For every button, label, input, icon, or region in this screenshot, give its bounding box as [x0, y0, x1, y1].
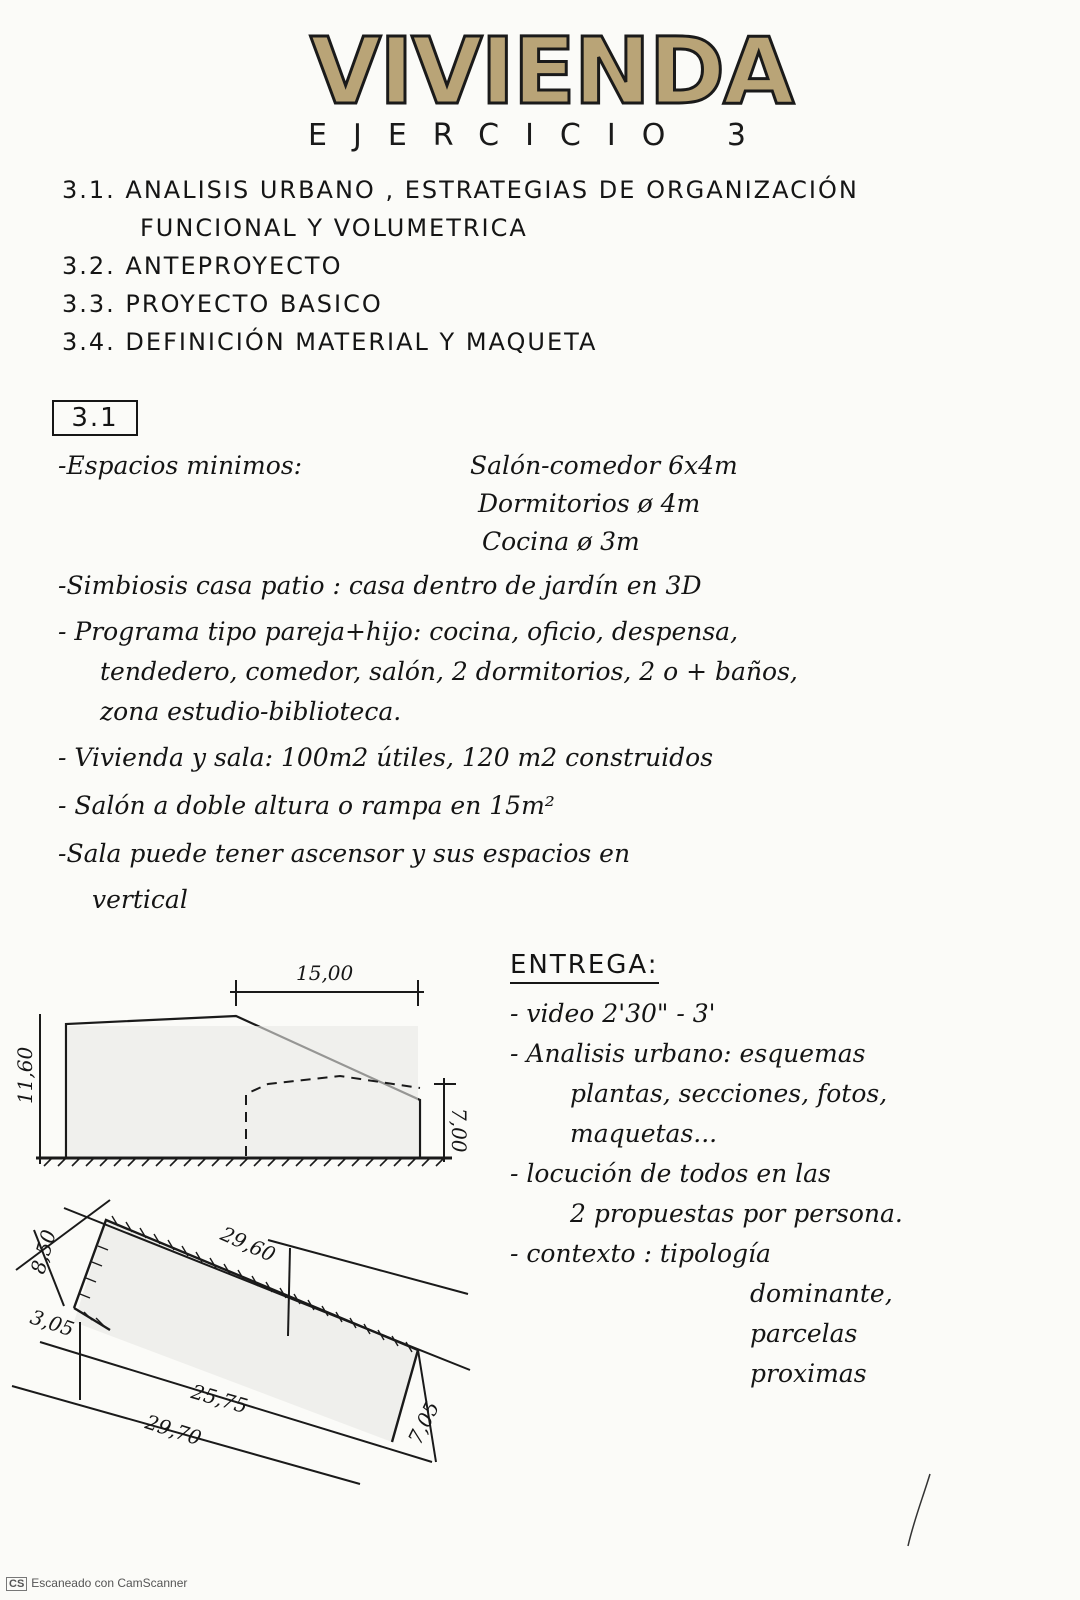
note-programa: zona estudio-biblioteca.: [100, 697, 402, 726]
dim-plan-inner: 25,75: [188, 1379, 251, 1419]
dim-plan-corner: 3,05: [27, 1304, 78, 1342]
note-espacios-item: Dormitorios ø 4m: [478, 489, 701, 518]
scanner-label: Escaneado con CamScanner: [31, 1576, 188, 1590]
dim-plan-top: 29,60: [217, 1221, 280, 1267]
note-sala: -Sala puede tener ascensor y sus espacios en: [58, 839, 631, 868]
exercise-index: [62, 172, 1022, 362]
entrega-title: ENTREGA:: [510, 950, 659, 984]
note-espacios-label: -Espacios minimos:: [58, 451, 303, 480]
pencil-mark: [900, 1470, 940, 1550]
toc-item: FUNCIONAL Y VOLUMETRICA: [140, 214, 528, 242]
entrega-item: parcelas: [750, 1319, 858, 1348]
dim-plan-left: 8,50: [25, 1227, 61, 1277]
page-subtitle: EJERCICIO 3: [308, 118, 772, 153]
dim-section-height-right: 7,00: [447, 1108, 471, 1153]
dim-plan-bottom: 29,70: [142, 1409, 205, 1451]
entrega-item: plantas, secciones, fotos,: [570, 1079, 888, 1108]
note-programa: tendedero, comedor, salón, 2 dormitorios, 2 o + baños,: [100, 657, 798, 686]
camscanner-badge: CS: [6, 1577, 27, 1591]
entrega-item: proximas: [750, 1359, 867, 1388]
toc-item: 3.3. PROYECTO BASICO: [62, 290, 383, 318]
entrega-item: dominante,: [750, 1279, 893, 1308]
entrega-item: - video 2'30" - 3': [510, 999, 716, 1028]
note-espacios-item: Salón-comedor 6x4m: [470, 451, 738, 480]
toc-item: 3.2. ANTEPROYECTO: [62, 252, 343, 280]
site-sketch: [0, 950, 500, 1510]
note-vivienda: - Vivienda y sala: 100m2 útiles, 120 m2 construidos: [58, 743, 714, 772]
note-salon: - Salón a doble altura o rampa en 15m²: [58, 791, 555, 820]
entrega-item: - contexto : tipología: [510, 1239, 771, 1268]
entrega-block: [510, 950, 1050, 1394]
note-espacios-item: Cocina ø 3m: [482, 527, 640, 556]
note-programa: - Programa tipo pareja+hijo: cocina, oficio, despensa,: [58, 617, 739, 646]
entrega-item: 2 propuestas por persona.: [570, 1199, 903, 1228]
scanner-footer: [6, 1576, 187, 1596]
entrega-item: - locución de todos en las: [510, 1159, 831, 1188]
section-label: 3.1: [52, 400, 138, 436]
toc-item: 3.4. DEFINICIÓN MATERIAL Y MAQUETA: [62, 328, 598, 356]
page-title: VIVIENDA: [310, 18, 793, 125]
dim-section-height: 11,60: [13, 1046, 37, 1104]
toc-item: 3.1. ANALISIS URBANO , ESTRATEGIAS DE ORGANIZACIÓN: [62, 176, 859, 204]
entrega-item: - Analisis urbano: esquemas: [510, 1039, 866, 1068]
entrega-item: maquetas...: [570, 1119, 718, 1148]
dim-plan-right: 7,05: [403, 1397, 445, 1449]
note-sala: vertical: [92, 885, 188, 914]
note-simbiosis: -Simbiosis casa patio : casa dentro de jardín en 3D: [58, 571, 702, 600]
dim-section-width: 15,00: [296, 961, 354, 985]
